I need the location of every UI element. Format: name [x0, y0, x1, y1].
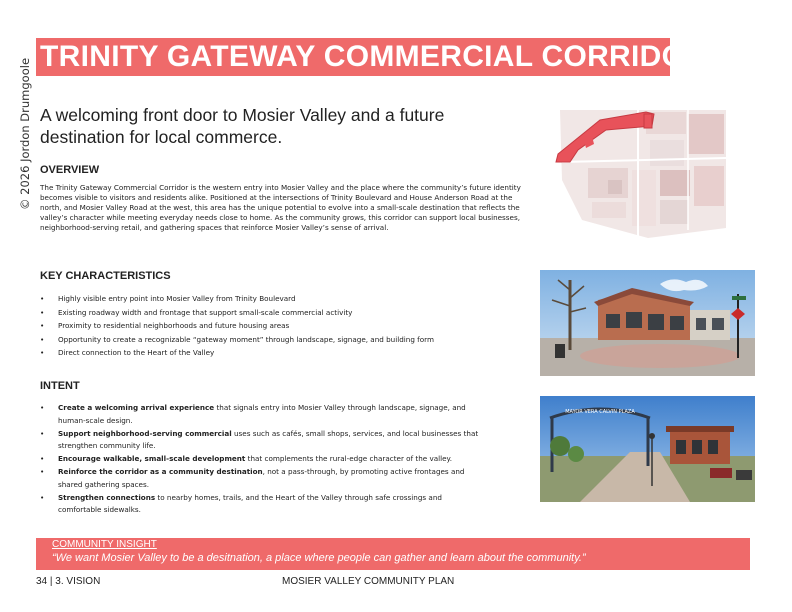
- page-number: 34 | 3. VISION: [36, 576, 101, 587]
- intent-item-bold: Reinforce the corridor as a community destination: [58, 466, 263, 476]
- corridor-map: [548, 110, 728, 240]
- title-banner: [36, 38, 708, 76]
- list-item: • Opportunity to create a recognizable “gateway moment” through landscape, signage, and building form: [40, 333, 540, 347]
- plan-name: MOSIER VALLEY COMMUNITY PLAN: [282, 576, 455, 587]
- intent-list: [40, 402, 540, 517]
- community-insight-quote: “We want Mosier Valley to be a desitnation, a place where people can gather and learn about the community.”: [52, 552, 586, 564]
- intent-heading: INTENT: [40, 380, 80, 392]
- list-item: • Reinforce the corridor as a community destination, not a pass-through, by promoting active frontages and shared gathering spaces.: [40, 466, 540, 492]
- community-insight-banner: [36, 538, 750, 570]
- storefront-photo: [540, 270, 755, 376]
- key-characteristics-list: [40, 292, 540, 360]
- list-item: • Existing roadway width and frontage that support small-scale commercial activity: [40, 306, 540, 320]
- intent-item-bold: Create a welcoming arrival experience: [58, 403, 215, 412]
- list-item: • Strengthen connections to nearby homes, trails, and the Heart of the Valley through safe crossings and comfortable sidewalks.: [40, 492, 540, 518]
- intent-item-bold: Encourage walkable, small-scale development: [58, 454, 246, 464]
- intent-item-bold: Strengthen connections: [58, 492, 156, 502]
- list-item: • Encourage walkable, small-scale development that complements the rural-edge character of the valley.: [40, 453, 540, 466]
- community-insight-label: COMMUNITY INSIGHT: [52, 539, 157, 550]
- plaza-photo: [540, 396, 755, 502]
- page-title: TRINITY GATEWAY COMMERCIAL CORRIDOR: [40, 40, 708, 73]
- list-item: • Create a welcoming arrival experience that signals entry into Mosier Valley through landscape, signage, and human-scale design.: [40, 402, 540, 428]
- overview-heading: OVERVIEW: [40, 164, 100, 176]
- plaza-sign-text: MAYOR VERA CALVIN PLAZA: [565, 409, 635, 415]
- overview-text: The Trinity Gateway Commercial Corridor is the western entry into Mosier Valley and the place where the community’s future identity becomes visible to visitors and residents alike. Positioned at the intersections of Trinity Boulevard and House Anderson Road at the north, and Mosier Valley Road at the west, this area has the unique potential to evolve into a small-scale destination that reflects the valley’s character while meeting everyday needs close to home. As the community grows, this corridor can support local businesses, neighborhood-serving retail, and gathering spaces that reinforce Mosier Valley’s sense of arrival.: [40, 183, 521, 232]
- tagline: A welcoming front door to Mosier Valley and a future destination for local commerce.: [40, 105, 445, 147]
- list-item: • Direct connection to the Heart of the Valley: [40, 346, 540, 360]
- list-item: • Proximity to residential neighborhoods and future housing areas: [40, 319, 540, 333]
- intent-item-bold: Support neighborhood-serving commercial: [58, 428, 232, 438]
- list-item: • Highly visible entry point into Mosier Valley from Trinity Boulevard: [40, 292, 540, 306]
- list-item: • Support neighborhood-serving commercial uses such as cafés, small shops, services, and local businesses that strengthen community life.: [40, 428, 540, 454]
- key-characteristics-heading: KEY CHARACTERISTICS: [40, 270, 171, 282]
- copyright-vertical: © 2026 Jordon Drumgoole: [18, 57, 32, 210]
